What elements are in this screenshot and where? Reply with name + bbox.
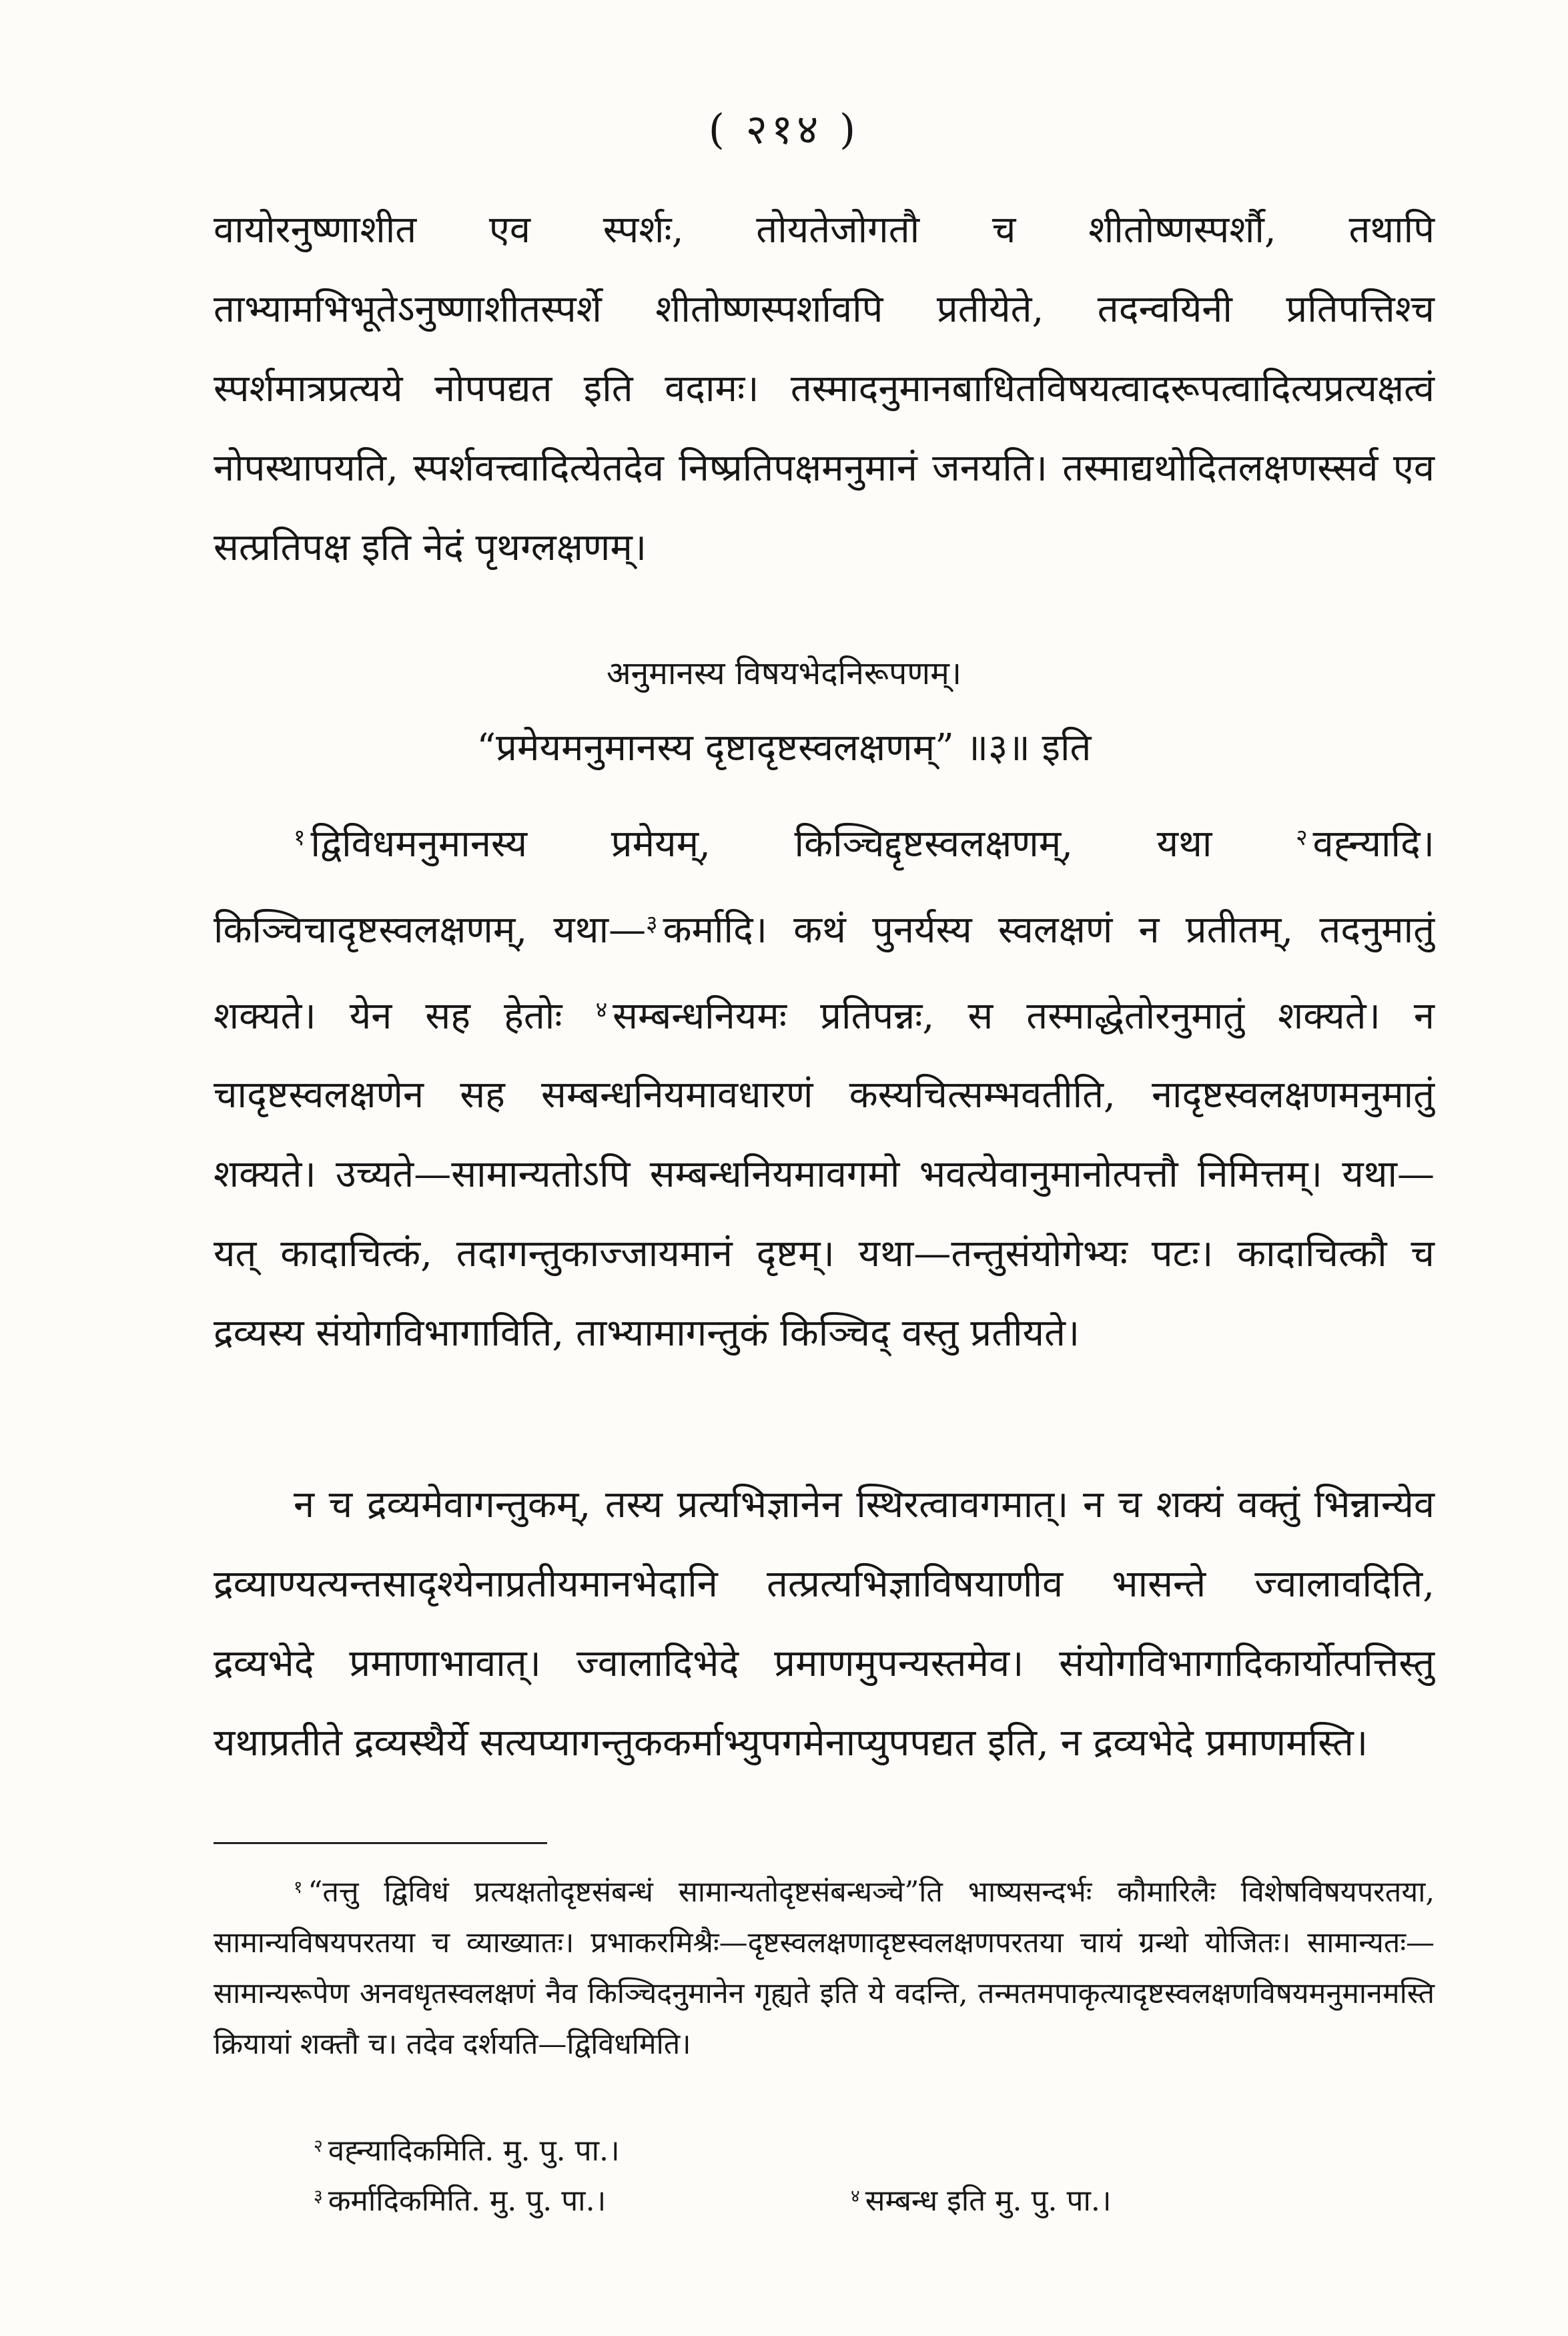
footnote-1 bbox=[214, 1862, 1435, 2070]
footnote-1-text: “तत्तु द्विविधं प्रत्यक्षतोदृष्टसंबन्धं सामान्यतोदृष्टसंबन्धञ्चे”ति भाष्यसन्दर्भः कौमारिलैः विशेषविषयपरतया, सामान्यविषयपरतया च व्याख्यातः। प्रभाकरमिश्रैः—दृष्टस्वलक्षणादृष्टस्वलक्षणपरतया चायं ग्रन्थो योजितः। सामान्यतः—सामान्यरूपेण अनवधृतस्वलक्षणं नैव किञ्चिदनुमानेन गृह्यते इति ये वदन्ति, तन्मतमपाकृत्यादृष्टस्वलक्षणविषयमनुमानमस्ति क्रियायां शक्तौ च। तदेव दर्शयति—द्विविधमिति। bbox=[214, 1875, 1435, 2061]
paragraph-1: वायोरनुष्णाशीत एव स्पर्शः, तोयतेजोगतौ च शीतोष्णस्पर्शौ, तथापि ताभ्यामभिभूतेऽनुष्णाशीतस्पर्शे शीतोष्णस्पर्शावपि प्रतीयेते, तदन्वयिनी प्रतिपत्तिश्च स्पर्शमात्रप्रत्यये नोपपद्यत इति वदामः। तस्मादनुमानबाधितविषयत्वादरूपत्वादित्यप्रत्यक्षत्वं नोपस्थापयति, स्पर्शवत्त्वादित्येतदेव निष्प्रतिपक्षमनुमानं जनयति। तस्माद्यथोदितलक्षणस्सर्व एव सत्प्रतिपक्ष इति नेदं पृथग्लक्षणम्। bbox=[214, 208, 1435, 569]
footnote-4 bbox=[851, 2179, 1112, 2219]
footnote-marker-4: ४ bbox=[595, 996, 608, 1023]
footnote-4-text: सम्बन्ध इति मु. पु. पा.। bbox=[865, 2184, 1112, 2218]
footnote-3-mark: ३ bbox=[314, 2185, 323, 2207]
footnote-3 bbox=[314, 2179, 606, 2219]
paragraph-2 bbox=[214, 798, 1435, 1373]
footnote-2 bbox=[314, 2129, 620, 2169]
footnote-2-text: वह्न्यादिकमिति. मु. पु. पा.। bbox=[328, 2134, 620, 2168]
paragraph-2-part-4: सम्बन्धनियमः प्रतिपन्नः, स तस्माद्धेतोरनुमातुं शक्यते। न चादृष्टस्वलक्षणेन सह सम्बन्धनियमावधारणं कस्यचित्सम्भवतीति, नादृष्टस्वलक्षणमनुमातुं शक्यते। उच्यते—सामान्यतोऽपि सम्बन्धनियमावगमो भवत्येवानुमानोत्पत्तौ निमित्तम्। यथा—यत् कादाचित्कं, तदागन्तुकाज्जायमानं दृष्टम्। यथा—तन्तुसंयोगेभ्यः पटः। कादाचित्कौ च द्रव्यस्य संयोगविभागाविति, ताभ्यामागन्तुकं किञ्चिद् वस्तु प्रतीयते। bbox=[214, 994, 1435, 1356]
paragraph-2-part-1: द्विविधमनुमानस्य प्रमेयम्, किञ्चिद्दृष्टस्वलक्षणम्, यथा bbox=[310, 822, 1296, 866]
page-number: ( २१४ ) bbox=[708, 105, 860, 154]
footnote-divider bbox=[214, 1842, 547, 1844]
paragraph-2-part-3: कर्मादि। कथं पुनर्यस्य स्वलक्षणं न प्रतीतम्, तदनुमातुं शक्यते। येन सह हेतोः bbox=[214, 908, 1435, 1038]
paragraph-2-part-2: वह्न्यादि। किञ्चिचादृष्टस्वलक्षणम्, यथा— bbox=[214, 822, 1435, 952]
footnote-2-mark: २ bbox=[314, 2135, 323, 2156]
footnote-marker-1: १ bbox=[294, 824, 306, 850]
footnote-3-text: कर्मादिकमिति. मु. पु. पा.। bbox=[328, 2184, 607, 2218]
section-title: अनुमानस्य विषयभेदनिरूपणम्। bbox=[606, 655, 962, 692]
footnote-marker-2: २ bbox=[1296, 824, 1308, 850]
footnote-1-mark: १ bbox=[294, 1877, 303, 1897]
paragraph-3: न च द्रव्यमेवागन्तुकम्, तस्य प्रत्यभिज्ञानेन स्थिरत्वावगमात्। न च शक्यं वक्तुं भिन्नान्येव द्रव्याण्यत्यन्तसादृश्येनाप्रतीयमानभेदानि तत्प्रत्यभिज्ञाविषयाणीव भासन्ते ज्वालावदिति, द्रव्यभेदे प्रमाणाभावात्। ज्वालादिभेदे प्रमाणमुपन्यस्तमेव। संयोगविभागादिकार्योत्पत्तिस्तु यथाप्रतीते द्रव्यस्थैर्ये सत्यप्यागन्तुककर्माभ्युपगमेनाप्युपपद्यत इति, न द्रव्यभेदे प्रमाणमस्ति। bbox=[214, 1483, 1435, 1765]
footnote-4-mark: ४ bbox=[851, 2185, 860, 2207]
footnote-marker-3: ३ bbox=[646, 910, 658, 936]
sutra-line: “प्रमेयमनुमानस्य दृष्टादृष्टस्वलक्षणम्” ॥३॥ इति bbox=[476, 726, 1092, 770]
